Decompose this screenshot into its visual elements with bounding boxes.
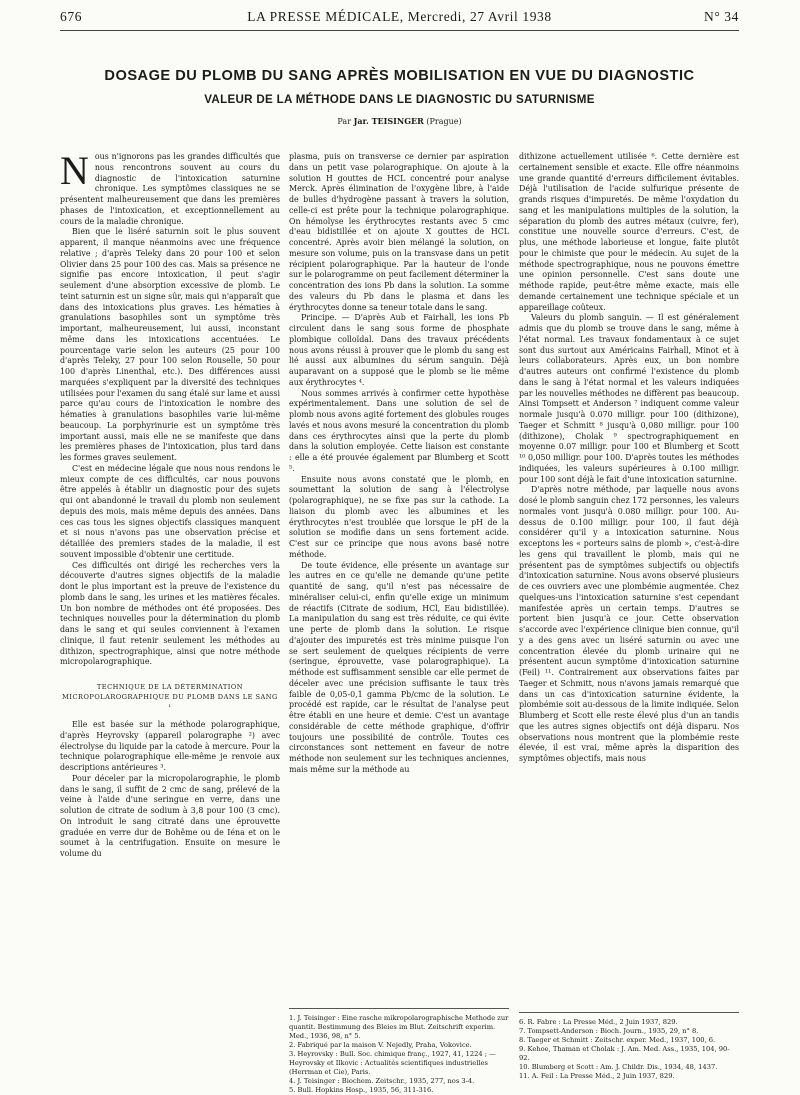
footnote: 2. Fabriqué par la maison V. Nejedly, Praha, Vokovice. [289, 1041, 472, 1049]
author-city: (Prague) [426, 117, 462, 126]
paragraph: Bien que le liséré saturnin soit le plus souvent apparent, il manque néanmoins avec une fréquence relative ; d'après Teleky dans 20 pour 100 et selon Olivier dans 25 pour 100 des cas. Mais sa présence ne signifie pas encore intoxication, il peut s'agir seulement d'une absorption excessive de plomb. Le teint saturnin est un signe sûr, mais qui n'apparaît que dans des intoxications plus graves. Les hématies à granulations basophiles sont un symptôme très important, malheureusement, lui aussi, inconstant même dans les intoxications accentuées. Le pourcentage varie selon les auteurs (25 pour 100 d'après Teleky, 27 pour 100 selon Rouselle, 50 pour 100 d'après Linenthal, etc.). Des différences aussi marquées s'expliquent par la diversité des techniques utilisées pour l'examen du sang étalé sur lame et aussi parce qu'au cours de l'intoxication le nombre des hématies à granulations basophiles varie lui-même beaucoup. La porphyrinurie est un symptôme très important aussi, mais elle ne se manifeste que dans les premières phases de l'intoxication, plus tard dans les formes graves seulement. [60, 227, 280, 462]
footnote: 8. Taeger et Schmitt : Zeitschr. exper. Med., 1937, 100, 6. [519, 1036, 716, 1044]
article-title: DOSAGE DU PLOMB DU SANG APRÈS MOBILISATION EN VUE DU DIAGNOSTIC [104, 68, 695, 84]
page-number: 676 [60, 9, 83, 24]
footnote: 5. Bull. Hopkins Hosp., 1935, 56, 311-316. [289, 1086, 434, 1094]
paragraph: Elle est basée sur la méthode polarographique, d'après Heyrovsky (appareil polarographe ²) avec électrolyse du liquide par la catode à mercure. Pour la technique polarographique elle-même je renvoie aux descriptions antérieures ³. [60, 720, 280, 772]
running-header [60, 9, 739, 27]
paragraph: D'après notre méthode, par laquelle nous avons dosé le plomb sanguin chez 172 personnes, les valeurs normales vont jusqu'à 0.080 milligr. pour 100. Au-dessus de 0.100 milligr. pour 100, il faut déjà considérer qu'il y a intoxication saturnine. Nous exceptons les « porteurs sains de plomb », c'est-à-dire les gens qui travaillent le plomb, mais qui ne présentent pas de symptômes subjectifs ou objectifs d'intoxication saturnine. Nous avons observé plusieurs de ces ouvriers avec une plombémie augmentée. Chez quelques-uns l'intoxication saturnine s'est cependant manifestée après un certain temps. D'autres se portent bien jusqu'à ce jour. Cette observation s'accorde avec l'expérience clinique bien connue, qu'il y a des gens avec un liséré saturnin ou avec une concentration élevée du plomb urinaire qui ne présentent aucun symptôme d'intoxication saturnine (Feil) ¹¹. Contrairement aux observations faites par Taeger et Schmitt, nous n'avons jamais remarqué que dans un cas d'intoxication saturnine évidente, la plombémie soit au-dessous de la limite indiquée. Selon Blumberg et Scott elle reste élevé plus d'un an tandis que les autres signes objectifs ont déjà disparu. Nos observations nous montrent que la plombémie reste élevée, il est vrai, même après la disparition des symptômes objectifs, mais nous [519, 485, 739, 763]
footnote: 6. R. Fabre : La Presse Méd., 2 Juin 1937, 829. [519, 1018, 678, 1026]
column-3 [519, 152, 739, 765]
header-rule [60, 30, 739, 31]
footnote: 4. J. Teisinger : Biochem. Zeitschr., 1935, 277, nos 3-4. [289, 1077, 475, 1085]
footnote: 3. Heyrovsky : Bull. Soc. chimique franç., 1927, 41, 1224 ; — Heyrovsky et Ilkovic : Actualités scientifiques industrielles (Herrman et Cie), Paris. [289, 1050, 496, 1076]
footnote: 10. Blumberg et Scott : Am. J. Childr. Dis., 1934, 48, 1437. [519, 1063, 718, 1071]
footnote-rule [519, 1012, 739, 1013]
footnote-rule [289, 1008, 509, 1009]
section-heading-line: TECHNIQUE DE LA DÉTERMINATION [96, 683, 244, 691]
footnotes-right [519, 1018, 739, 1081]
footnote: 9. Kehoe, Thaman et Cholak : J. Am. Med. Ass., 1935, 104, 90-92. [519, 1045, 730, 1062]
paragraph: De toute évidence, elle présente un avantage sur les autres en ce qu'elle ne demande qu'une petite quantité de sang, qu'il n'est pas nécessaire de minéraliser celui-ci, enfin qu'elle exige un minimum de réactifs (Citrate de sodium, HCl, Eau bidistillée). La manipulation du sang est très réduite, ce qui évite une perte de plomb dans la solution. Le risque d'ajouter des impuretés est très minime puisque l'on se sert seulement de quelques récipients de verre (seringue, éprouvette, vase polarographique). La méthode est suffisamment sensible car elle permet de déceler avec une précision suffisante le taux très faible de 0,05-0,1 gamma Pb/cmc de la solution. Le procédé est rapide, car le résultat de l'analyse peut être établi en une heure et demie. C'est un avantage considérable de cette méthode graphique, d'offrir toujours une possibilité de contrôle. Toutes ces circonstances sont nettement en faveur de notre méthode non seulement sur les techniques anciennes, mais même sur la méthode au [289, 560, 509, 774]
paragraph: Pour déceler par la micropolarographie, le plomb dans le sang, il suffit de 2 cmc de sang, prélevé de la veine à l'aide d'une seringue en verre, dans une solution de citrate de sodium à 3,8 pour 100 (3 cmc). On introduit le sang citraté dans une éprouvette graduée en verre dur de Bohême ou de Iéna et on le soumet à la centrifugation. Ensuite on mesure le volume du [60, 773, 280, 858]
footnote: 7. Tompsett-Anderson : Bioch. Journ., 1935, 29, n° 8. [519, 1027, 699, 1035]
issue-number: N° 34 [703, 9, 739, 24]
paragraph: Ces difficultés ont dirigé les recherches vers la découverte d'autres signes objectifs de la maladie dont le plus important est la preuve de l'existence du plomb dans le sang, les urines et les matières fécales. Un bon nombre de méthodes ont été proposées. Des techniques nouvelles pour la détermination du plomb dans le sang et qui seules conviennent à l'examen clinique, il faut retenir seulement les méthodes au dithizon, spectrographique, ainsi que notre méthode micropolarographique. [60, 560, 280, 667]
footnote: 11. A. Feil : La Presse Méd., 2 Juin 1937, 829. [519, 1072, 675, 1080]
column-2 [289, 152, 509, 776]
paragraph: C'est en médecine légale que nous nous rendons le mieux compte de ces difficultés, car nous pouvons être appelés à établir un diagnostic pour des sujets qui ont abandonné le travail du plomb non seulement depuis des mois, mais même depuis des années. Dans ces cas tous les signes objectifs classiques manquent et si nous n'avons pas une observation précise et détaillée des premiers stades de la maladie, il est souvent impossible d'obtenir une certitude. [60, 463, 280, 559]
byline [60, 116, 739, 126]
paragraph: plasma, puis on transverse ce dernier par aspiration dans un petit vase polarographique. On ajoute à la solution H gouttes de HCL concentré pour analyse Merck. Après élimination de l'oxygène libre, à l'aide de bulles d'hydrogène passant à travers la solution, celle-ci est prête pour la technique polarographique. On hémolyse les érythrocytes restants avec 5 cmc d'eau bidistillée et on ajoute X gouttes de HCL concentré. Après avoir bien mélangé la solution, on mesure son volume, puis on la transvase dans un petit récipient polarographique. Par la hauteur de l'onde sur le polarogramme on peut facilement déterminer la concentration des ions Pb dans la solution. La somme des valeurs du Pb dans le plasma et dans les érythrocytes donne sa teneur totale dans le sang. [289, 152, 509, 312]
byline-prefix: Par [337, 117, 352, 126]
journal-date: LA PRESSE MÉDICALE, Mercredi, 27 Avril 1938 [247, 9, 552, 24]
paragraph: Valeurs du plomb sanguin. — Il est généralement admis que du plomb se trouve dans le sang, même à l'état normal. Les travaux fondamentaux à ce sujet sont dus surtout aux Américains Fairhall, Minot et à leurs collaborateurs. Après eux, un bon nombre d'autres auteurs ont confirmé l'existence du plomb dans le sang à l'état normal et les valeurs indiquées par les nouvelles méthodes ne diffèrent pas beaucoup. Ainsi Tompsett et Anderson ⁷ indiquent comme valeur normale jusqu'à 0.070 milligr. pour 100 (dithizone), Taeger et Schmitt ⁸ jusqu'à 0,080 milligr. pour 100 (dithizone), Cholak ⁹ spectrographiquement en moyenne 0.07 milligr. pour 100 et Blumberg et Scott ¹⁰ 0,050 milligr. pour 100. D'après toutes les méthodes indiquées, les valeurs supérieures à 0.100 milligr. pour 100 sont déjà le fait d'une intoxication saturnine. [519, 313, 739, 484]
paragraph: Nous sommes arrivés à confirmer cette hypothèse expérimentalement. Dans une solution de sel de plomb nous avons agité fortement des globules rouges lavés et nous avons mesuré la concentration du plomb dans ces érythrocytes ainsi que la perte du plomb dans la solution employée. Cette liaison est constante : elle a été prouvée également par Blumberg et Scott ⁵. [289, 388, 509, 473]
article-subtitle: VALEUR DE LA MÉTHODE DANS LE DIAGNOSTIC DU SATURNISME [204, 93, 595, 106]
paragraph [60, 148, 280, 227]
paragraph: dithizone actuellement utilisée ⁶. Cette dernière est certainement sensible et exacte. Elle offre néanmoins une grande quantité d'erreurs difficilement évitables. Déjà l'utilisation de l'acide sulfurique présente de grands risques d'impuretés. De même l'oxydation du sang et les manipulations multiples de la solution, la séparation du plomb des autres métaux (cuivre, fer), constitue une nouvelle source d'erreurs. C'est, de plus, une méthode laborieuse et longue, faite plutôt pour le chimiste que pour le médecin. Au sujet de la méthode spectrographique, nous ne pouvons émettre une opinion personnelle. C'est sans doute une méthode rapide, peut-être même exacte, mais elle demande certainement une technique spéciale et un appareillage coûteux. [519, 152, 739, 312]
section-heading-line: MICROPOLAROGRAPHIQUE DU PLOMB DANS LE SANG ¹ [62, 693, 278, 711]
footnotes-left [289, 1014, 509, 1095]
paragraph: Principe. — D'après Aub et Fairhall, les ions Pb circulent dans le sang sous forme de phosphate plombique colloïdal. Dans des travaux précédents nous avons réussi à prouver que le plomb du sang est lié aussi aux albumines du sérum sanguin. Déjà auparavant on a supposé que le plomb se lie même aux érythrocytes ⁴. [289, 313, 509, 387]
drop-cap: N [60, 148, 89, 193]
author-name: Jar. TEISINGER [353, 116, 424, 126]
column-1 [60, 148, 280, 860]
section-heading [60, 682, 280, 712]
paragraph-text: ous n'ignorons pas les grandes difficultés que nous rencontrons souvent au cours du diagnostic de l'intoxication saturnine chronique. Les symptômes classiques ne se présentent malheureusement que dans les premières phases de l'intoxication, et exceptionnellement au cours de la maladie chronique. [60, 152, 280, 226]
footnote: 1. J. Teisinger : Eine rasche mikropolarographische Methode zur quantit. Bestimmung des Bleies im Blut. Zeitschrift experim. Med., 1936, 98, n° 5. [289, 1014, 509, 1040]
paragraph: Ensuite nous avons constaté que le plomb, en soumettant la solution de sang à l'électrolyse (polarographique), ne se fixe pas sur la cathode. La liaison du plomb avec les albumines et les érythrocytes n'est troublée que lorsque le pH de la solution se modifie dans un sens fortement acide. C'est sur ce principe que nous avons basé notre méthode. [289, 474, 509, 559]
